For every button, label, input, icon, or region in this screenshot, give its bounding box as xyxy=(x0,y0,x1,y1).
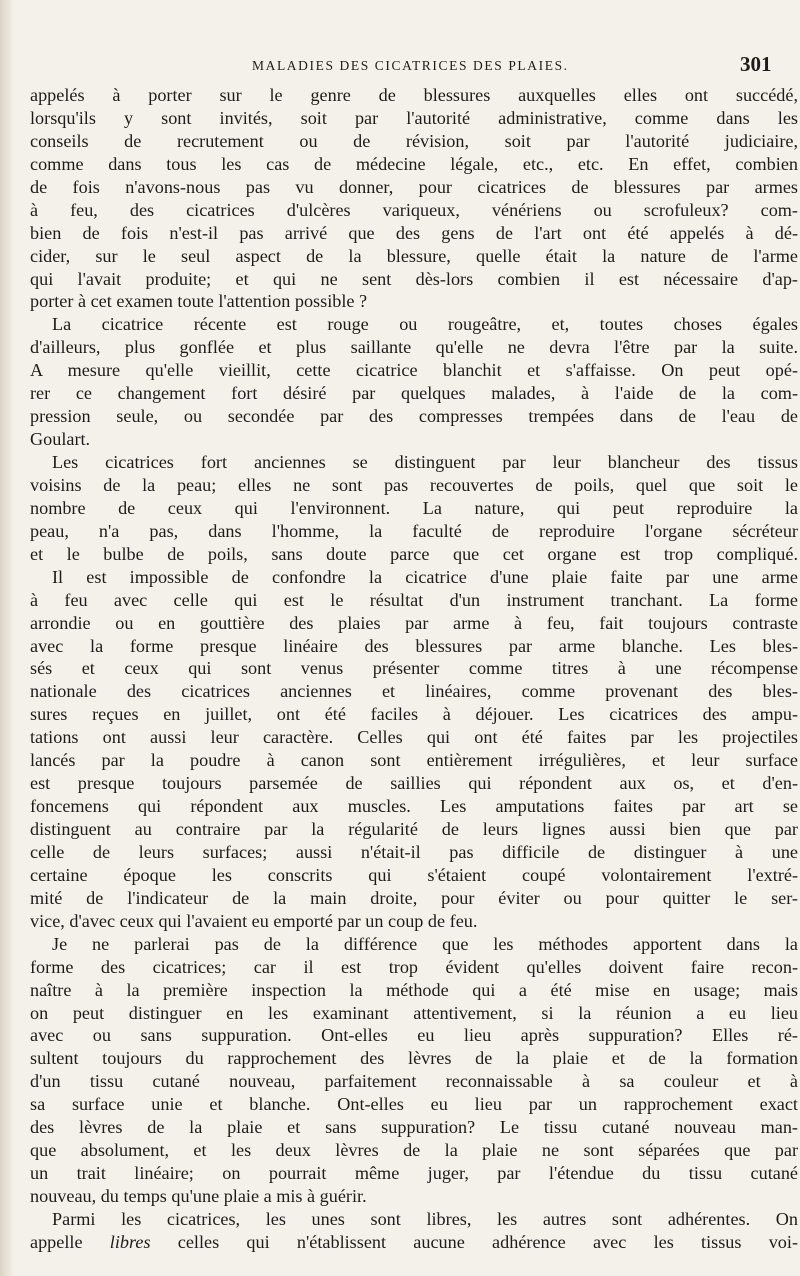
text-line: nouveau, du temps qu'une plaie a mis à guérir. xyxy=(30,1186,367,1206)
running-title: MALADIES DES CICATRICES DES PLAIES. xyxy=(252,58,569,73)
text-line: est presque toujours parsemée de saillies qui répondent aux os, et d'en- xyxy=(30,773,798,794)
emphasis-term: libres xyxy=(109,1231,151,1252)
text-line: à feu avec celle qui est le résultat d'un instrument tranchant. La forme xyxy=(30,589,798,610)
text-line: d'un tissu cutané nouveau, parfaitement reconnaissable à sa couleur et à xyxy=(30,1071,798,1092)
text-line: distinguent au contraire par la régularité de leurs lignes aussi bien que par xyxy=(30,819,798,839)
text-line: certaine époque les conscrits qui s'étaient coupé volontairement l'extré- xyxy=(30,864,798,885)
page-number: 301 xyxy=(740,52,772,76)
text-line: Les cicatrices fort anciennes se distinguent par leur blancheur des tissus xyxy=(52,452,798,472)
text-line: avec ou sans suppuration. Ont-elles eu lieu après suppuration? Elles ré- xyxy=(30,1025,798,1046)
text-line: appelés à porter sur le genre de blessures auxquelles elles ont succédé, xyxy=(30,85,798,105)
text-line: et le bulbe de poils, sans doute parce que cet organe est trop compliqué. xyxy=(30,543,798,564)
text-line: sultent toujours du rapprochement des lèvres de la plaie et de la formation xyxy=(30,1048,798,1069)
text-line: de fois n'avons-nous pas vu donner, pour cicatrices de blessures par armes xyxy=(30,176,798,197)
text-line: à feu, des cicatrices d'ulcères variqueux, vénériens ou scrofuleux? com- xyxy=(30,199,798,220)
text-segment: celles qui n'établissent aucune adhérence avec les tissus voi- xyxy=(150,1231,798,1252)
text-line: cider, sur le seul aspect de la blessure, quelle était la nature de l'arme xyxy=(30,245,798,266)
text-line: d'ailleurs, plus gonflée et plus saillante qu'elle ne devra l'être par la suite. xyxy=(30,337,798,358)
text-line: porter à cet examen toute l'attention possible ? xyxy=(30,291,368,312)
text-line: celle de leurs surfaces; aussi n'était-il pas difficile de distinguer à une xyxy=(30,841,798,862)
body-text xyxy=(30,84,798,1254)
text-line: Il est impossible de confondre la cicatrice d'une plaie faite par une arme xyxy=(52,566,798,587)
text-line: forme des cicatrices; car il est trop évident qu'elles doivent faire recon- xyxy=(30,956,798,977)
text-line: Je ne parlerai pas de la différence que les méthodes apportent dans la xyxy=(52,933,798,954)
text-line: vice, d'avec ceux qui l'avaient eu emporté par un coup de feu. xyxy=(30,910,478,931)
text-line: peau, n'a pas, dans l'homme, la faculté de reproduire l'organe sécréteur xyxy=(30,520,798,541)
text-line: La cicatrice récente est rouge ou rougeâtre, et, toutes choses égales xyxy=(52,314,798,335)
text-line: conseils de recrutement ou de révision, soit par l'autorité judiciaire, xyxy=(30,130,798,151)
text-line: arrondie ou en gouttière des plaies par arme à feu, fait toujours contraste xyxy=(30,612,798,633)
text-line: tations ont aussi leur caractère. Celles qui ont été faites par les projectiles xyxy=(30,727,798,748)
text-line: avec la forme presque linéaire des blessures par arme blanche. Les bles- xyxy=(30,635,798,656)
text-line: nombre de ceux qui l'environnent. La nature, qui peut reproduire la xyxy=(30,497,798,518)
text-line: sés et ceux qui sont venus présenter comme titres à une récompense xyxy=(30,658,798,679)
text-line: Goulart. xyxy=(30,429,91,450)
text-line: foncemens qui répondent aux muscles. Les amputations faites par art se xyxy=(30,796,798,817)
text-line: sa surface unie et blanche. Ont-elles eu lieu par un rapprochement exact xyxy=(30,1094,798,1115)
running-head xyxy=(0,52,800,78)
text-line: A mesure qu'elle vieillit, cette cicatrice blanchit et s'affaisse. On peut opé- xyxy=(30,360,798,381)
text-line: bien de fois n'est-il pas arrivé que des gens de l'art ont été appelés à dé- xyxy=(30,222,798,243)
text-line: sures reçues en juillet, ont été faciles à déjouer. Les cicatrices des ampu- xyxy=(30,704,798,725)
text-line: pression seule, ou secondée par des compresses trempées dans de l'eau de xyxy=(30,406,798,427)
text-line: Parmi les cicatrices, les unes sont libres, les autres sont adhérentes. On xyxy=(52,1208,798,1229)
text-line: un trait linéaire; on pourrait même juger, par l'étendue du tissu cutané xyxy=(30,1163,798,1184)
text-line: lorsqu'ils y sont invités, soit par l'autorité administrative, comme dans les xyxy=(30,107,798,128)
text-line: mité de l'indicateur de la main droite, pour éviter ou pour quitter le ser- xyxy=(30,887,798,908)
binding-shadow xyxy=(0,0,14,1276)
text-line: rer ce changement fort désiré par quelques malades, à l'aide de la com- xyxy=(30,383,798,404)
text-line: lancés par la poudre à canon sont entièrement irrégulières, et leur surface xyxy=(30,750,798,771)
text-line: des lèvres de la plaie et sans suppuration? Le tissu cutané nouveau man- xyxy=(30,1117,798,1138)
text-segment: appelle xyxy=(30,1231,110,1252)
text-line: comme dans tous les cas de médecine légale, etc., etc. En effet, combien xyxy=(30,153,798,174)
text-line: voisins de la peau; elles ne sont pas recouvertes de poils, quel que soit le xyxy=(30,474,798,495)
text-line: nationale des cicatrices anciennes et linéaires, comme provenant des bles- xyxy=(30,681,798,702)
text-line: qui l'avait produite; et qui ne sent dès-lors combien il est nécessaire d'ap- xyxy=(30,268,798,289)
text-line xyxy=(30,1231,798,1254)
text-line: que absolument, et les deux lèvres de la plaie ne sont séparées que par xyxy=(30,1140,798,1161)
text-line: on peut distinguer en les examinant attentivement, si la réunion a eu lieu xyxy=(30,1002,798,1023)
text-line: naître à la première inspection la méthode qui a été mise en usage; mais xyxy=(30,979,798,1000)
